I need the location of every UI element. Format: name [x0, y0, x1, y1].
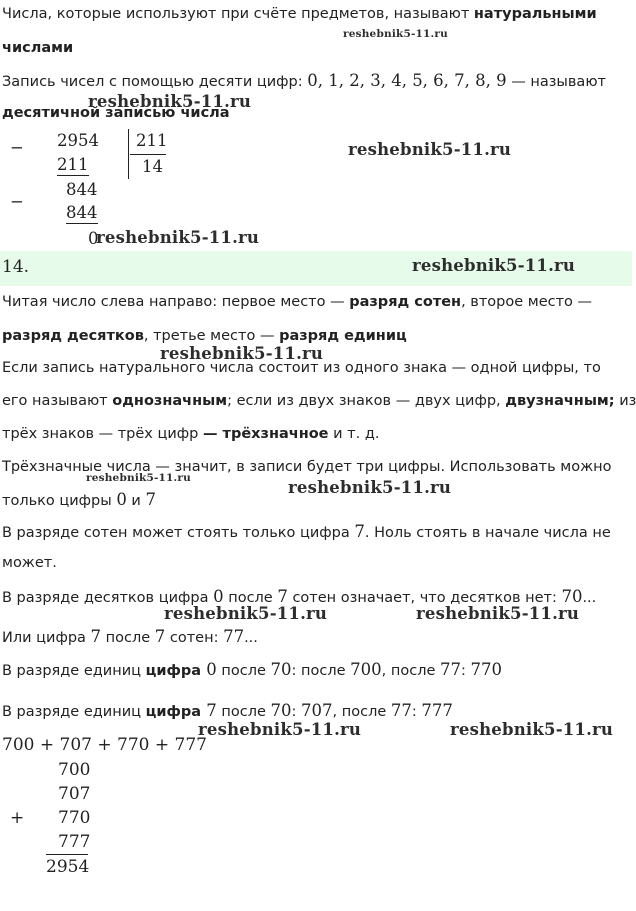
bold-term: двузначным;	[505, 393, 615, 409]
minus-sign: −	[10, 138, 24, 157]
text: сотен:	[165, 630, 224, 646]
units-zero-line	[2, 660, 502, 679]
text: его называют	[2, 393, 113, 409]
math-number: 777	[421, 701, 453, 720]
watermark: reshebnik5-11.ru	[96, 228, 260, 247]
hundreds-line-1	[2, 522, 611, 541]
math-number: 70	[270, 660, 292, 679]
text: : после	[291, 663, 351, 679]
text: :	[461, 663, 471, 679]
bold-term: числами	[2, 40, 74, 56]
text: после	[216, 704, 271, 720]
math-digit: 0	[201, 660, 217, 679]
sum-line	[46, 854, 88, 855]
bold-term: разряд десятков	[2, 328, 144, 344]
text: после	[216, 663, 271, 679]
math-digit: 7	[90, 627, 102, 646]
text: из	[614, 393, 636, 409]
text: ; если из двух знаков — двух цифр,	[227, 393, 506, 409]
text: может.	[2, 555, 57, 571]
text: только цифры	[2, 493, 117, 509]
bold-term: цифра	[145, 704, 202, 720]
bold-term: разряд единиц	[279, 328, 407, 344]
places-line-2	[2, 328, 407, 344]
math-digit: 0	[213, 587, 224, 606]
sum-expression: 700 + 707 + 770 + 777	[2, 735, 207, 755]
bold-term: разряд сотен	[349, 294, 462, 310]
watermark: reshebnik5-11.ru	[412, 256, 576, 275]
hundreds-line-2	[2, 555, 57, 571]
natural-numbers-line-1	[2, 6, 597, 22]
text: сотен означает, что десятков нет:	[287, 590, 562, 606]
text: , после	[332, 704, 391, 720]
text: , после	[381, 663, 441, 679]
digits-line-3	[2, 426, 379, 442]
addend-2: 707	[58, 784, 91, 804]
text: В разряде десятков цифра	[2, 590, 214, 606]
math-number: 70	[270, 701, 292, 720]
math-digit: 7	[201, 701, 217, 720]
text: :	[291, 704, 302, 720]
text: Трёхзначные числа — значит, в записи будет три цифры. Использовать можно	[2, 459, 612, 475]
math-number: 77	[440, 660, 462, 679]
subtrahend-2: 844	[66, 203, 98, 222]
text: В разряде единиц	[2, 704, 146, 720]
watermark: reshebnik5-11.ru	[450, 720, 614, 739]
text: и т. д.	[328, 426, 380, 442]
watermark: reshebnik5-11.ru	[348, 140, 512, 159]
text: :	[411, 704, 422, 720]
math-number: 77	[390, 701, 412, 720]
math-digit: 7	[154, 627, 166, 646]
text: ...	[244, 630, 258, 646]
text: В разряде сотен может стоять только цифра	[2, 525, 355, 541]
text: В разряде единиц	[2, 663, 146, 679]
math-digit: 0	[116, 490, 127, 509]
divisor: 211	[136, 131, 168, 150]
bold-term: цифра	[145, 663, 202, 679]
plus-sign: +	[10, 808, 25, 828]
watermark: reshebnik5-11.ru	[164, 604, 328, 623]
watermark: reshebnik5-11.ru	[198, 720, 362, 739]
tens-line-2	[2, 627, 258, 646]
three-digit-line-2	[2, 490, 156, 509]
text: и	[126, 493, 146, 509]
math-digit: 7	[145, 490, 156, 509]
math-number: 770	[470, 660, 503, 679]
math-number: 70	[561, 587, 583, 606]
bold-term: натуральными	[473, 6, 597, 22]
units-seven-line	[2, 701, 453, 720]
text: трёх знаков — трёх цифр	[2, 426, 203, 442]
digits-line-2	[2, 393, 636, 409]
dividend: 2954	[57, 131, 99, 150]
bold-term: десятичной записью числа	[2, 105, 230, 121]
text: Читая число слева направо: первое место —	[2, 294, 350, 310]
text: после	[223, 590, 278, 606]
text: после	[101, 630, 155, 646]
watermark: reshebnik5-11.ru	[288, 478, 452, 497]
text: Или цифра	[2, 630, 91, 646]
natural-numbers-line-2	[2, 40, 73, 56]
remainder-final: 0	[88, 229, 99, 248]
addend-4: 777	[58, 832, 91, 852]
text: — называют	[506, 74, 606, 90]
bold-term: — трёхзначное	[203, 426, 329, 442]
decimal-notation-line-1	[2, 71, 606, 90]
text: Запись чисел с помощью десяти цифр:	[2, 74, 308, 90]
text: . Ноль стоять в начале числа не	[364, 525, 611, 541]
text: , третье место —	[143, 328, 280, 344]
math-number: 707	[301, 701, 333, 720]
math-digit: 7	[354, 522, 365, 541]
math-number: 700	[350, 660, 382, 679]
quotient: 14	[142, 157, 163, 176]
section-number: 14.	[2, 257, 30, 277]
division-bar-horizontal	[130, 154, 166, 155]
math-digit: 7	[277, 587, 288, 606]
remainder-1: 844	[66, 180, 98, 199]
watermark: reshebnik5-11.ru	[416, 604, 580, 623]
subtrahend-1: 211	[57, 155, 89, 174]
watermark: reshebnik5-11.ru	[160, 344, 324, 363]
sum-total: 2954	[46, 857, 90, 877]
minus-sign: −	[10, 192, 24, 211]
places-line-1	[2, 294, 592, 310]
watermark: reshebnik5-11.ru	[88, 92, 252, 111]
text: , второе место —	[461, 294, 593, 310]
digits-list: 0, 1, 2, 3, 4, 5, 6, 7, 8, 9	[307, 71, 507, 90]
addend-3: 770	[58, 808, 91, 828]
bold-term: однозначным	[112, 393, 228, 409]
text: Если запись натурального числа состоит из одного знака — одной цифры, то	[2, 360, 601, 376]
addend-1: 700	[58, 760, 91, 780]
division-bar-vertical	[128, 129, 129, 179]
text: Числа, которые используют при счёте предметов, называют	[2, 6, 474, 22]
watermark: reshebnik5-11.ru	[86, 472, 191, 484]
watermark: reshebnik5-11.ru	[343, 28, 448, 40]
math-number: 77	[223, 627, 245, 646]
text: ...	[582, 590, 597, 606]
